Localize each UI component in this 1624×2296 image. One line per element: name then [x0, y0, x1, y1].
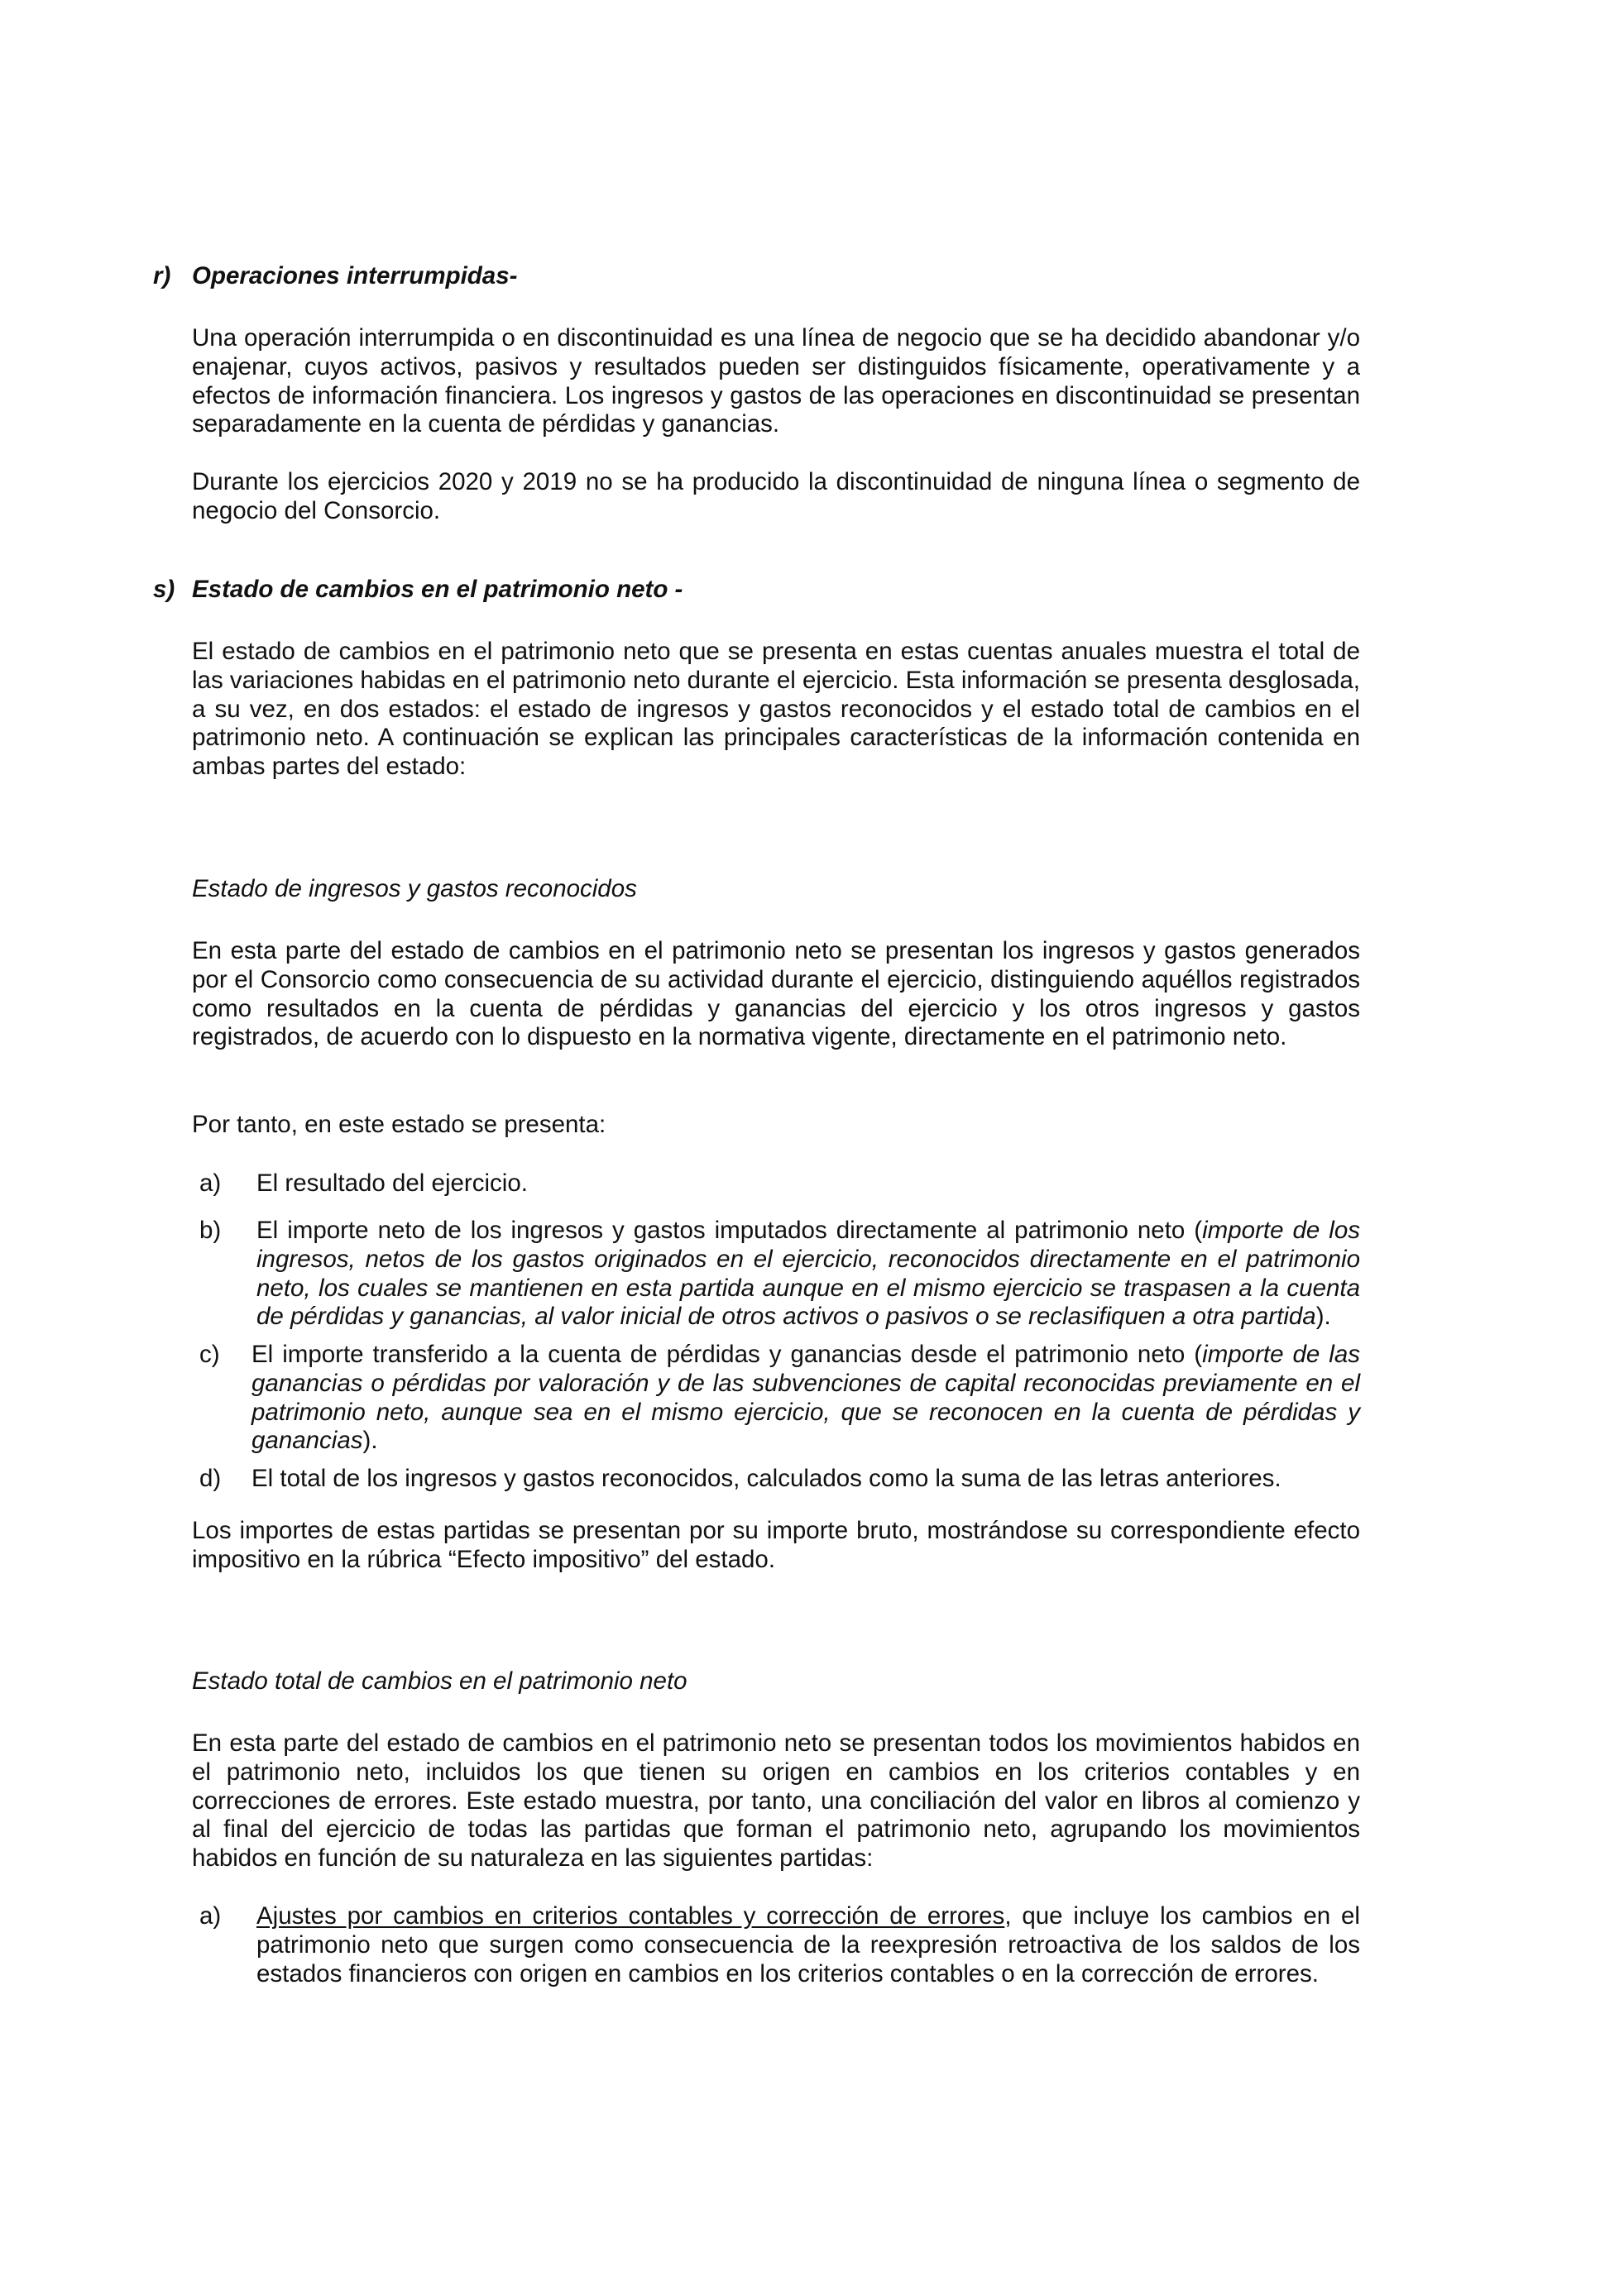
list-item-text: El importe transferido a la cuenta de pérdidas y ganancias desde el patrimonio neto (: [252, 1341, 1203, 1368]
total-statement-subtitle: Estado total de cambios en el patrimonio neto: [192, 1667, 687, 1695]
list-item-income-a: [199, 1170, 1360, 1198]
list-item-text: El resultado del ejercicio.: [256, 1170, 528, 1197]
section-r-paragraph-1: Una operación interrumpida o en discontinuidad es una línea de negocio que se ha decidido abandonar y/o enajenar, cuyos activos, pasivos y resultados pueden ser distinguidos físicamente, operativamente y a efectos de información financiera. Los ingresos y gastos de las operaciones en discontinuidad se presentan separadamente en la cuenta de pérdidas y ganancias.: [192, 324, 1360, 438]
total-statement-paragraph: En esta parte del estado de cambios en el patrimonio neto se presentan todos los movimientos habidos en el patrimonio neto, incluidos los que tienen su origen en cambios en los criterios contables y en correcciones de errores. Este estado muestra, por tanto, una conciliación del valor en libros al comienzo y al final del ejercicio de todas las partidas que forman el patrimonio neto, agrupando los movimientos habidos en función de su naturaleza en las siguientes partidas:: [192, 1729, 1360, 1873]
section-s-letter: s): [153, 576, 175, 603]
list-marker: a): [199, 1902, 222, 1930]
section-s-intro: El estado de cambios en el patrimonio neto que se presenta en estas cuentas anuales muestra el total de las variaciones habidas en el patrimonio neto durante el ejercicio. Esta información se presenta desglosada, a su vez, en dos estados: el estado de ingresos y gastos reconocidos y el estado total de cambios en el patrimonio neto. A continuación se explican las principales características de la información contenida en ambas partes del estado:: [192, 638, 1360, 781]
list-item-body: [256, 1902, 1360, 1988]
section-r-paragraph-2: Durante los ejercicios 2020 y 2019 no se ha producido la discontinuidad de ninguna línea o segmento de negocio del Consorcio.: [192, 468, 1360, 524]
list-item-italic-text: importe de los ingresos, netos de los gastos originados en el ejercicio, reconocidos directamente en el patrimonio neto, los cuales se mantienen en esta partida aunque en el mismo ejercicio se traspasen a la cuenta de pérdidas y ganancias, al valor inicial de otros activos o pasivos o se reclasifiquen a otra partida: [256, 1217, 1360, 1331]
section-s-title: Estado de cambios en el patrimonio neto -: [192, 576, 683, 603]
list-item-income-b: [199, 1217, 1360, 1332]
section-r-letter: r): [153, 262, 171, 289]
list-item-text: El total de los ingresos y gastos reconocidos, calculados como la suma de las letras anteriores.: [252, 1465, 1281, 1492]
section-s-heading: [153, 576, 683, 605]
list-item-body: [252, 1341, 1360, 1456]
income-statement-closing: Los importes de estas partidas se presentan por su importe bruto, mostrándose su correspondiente efecto impositivo en la rúbrica “Efecto impositivo” del estado.: [192, 1517, 1360, 1573]
list-marker: c): [199, 1341, 220, 1368]
list-marker: a): [199, 1170, 222, 1197]
list-item-underlined-text: Ajustes por cambios en criterios contables y corrección de errores: [256, 1902, 1005, 1930]
list-item-tail: ).: [1315, 1303, 1331, 1331]
section-r-title: Operaciones interrumpidas-: [192, 262, 518, 289]
list-item-tail: ).: [362, 1427, 378, 1455]
section-r-heading: [153, 262, 517, 291]
list-item-italic-text: importe de las ganancias o pérdidas por valoración y de las subvenciones de capital reconocidas previamente en el patrimonio neto, aunque sea en el mismo ejercicio, que se reconocen en la cuenta de pérdidas y ganancias: [252, 1341, 1360, 1455]
list-marker: d): [199, 1465, 222, 1492]
list-item-body: [256, 1217, 1360, 1332]
list-item-text: , que incluye los cambios en el patrimonio neto que surgen como consecuencia de la reexpresión retroactiva de los saldos de los estados financieros con origen en cambios en los criterios contables o en la corrección de errores.: [256, 1902, 1360, 1987]
income-statement-subtitle: Estado de ingresos y gastos reconocidos: [192, 875, 637, 902]
list-item-text: El importe neto de los ingresos y gastos imputados directamente al patrimonio neto (: [256, 1217, 1203, 1244]
list-item-income-c: [199, 1341, 1360, 1456]
list-item-total-a: [199, 1902, 1360, 1988]
income-statement-paragraph: En esta parte del estado de cambios en el patrimonio neto se presentan los ingresos y gastos generados por el Consorcio como consecuencia de su actividad durante el ejercicio, distinguiendo aquéllos registrados como resultados en la cuenta de pérdidas y ganancias del ejercicio y los otros ingresos y gastos registrados, de acuerdo con lo dispuesto en la normativa vigente, directamente en el patrimonio neto.: [192, 937, 1360, 1051]
list-item-income-d: [199, 1465, 1360, 1494]
list-marker: b): [199, 1217, 222, 1244]
income-statement-lead: Por tanto, en este estado se presenta:: [192, 1111, 606, 1138]
